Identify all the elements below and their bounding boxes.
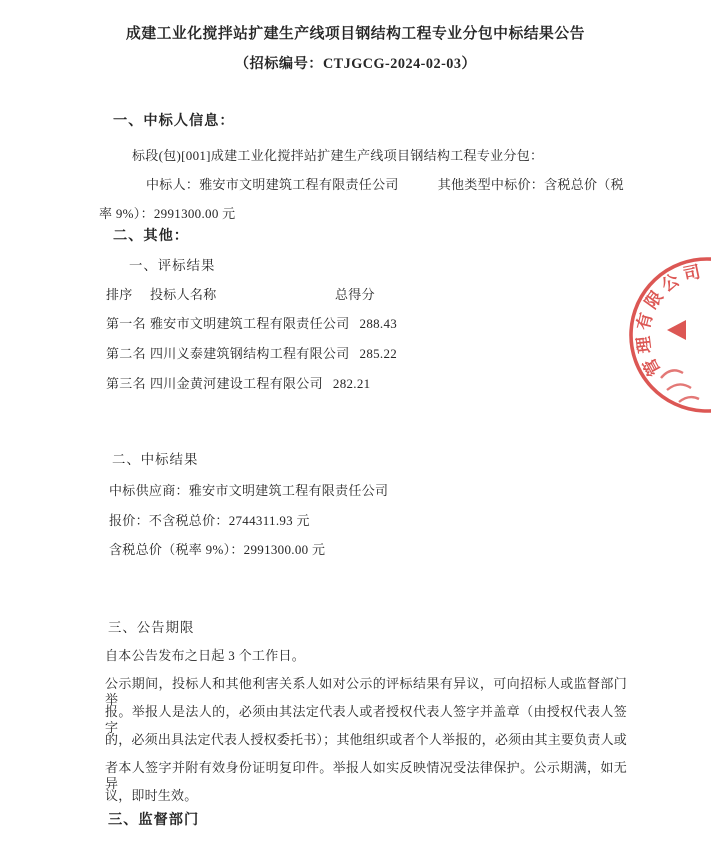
seal-rotated-group bbox=[621, 250, 711, 420]
announcement-body-line: 公示期间，投标人和其他利害关系人如对公示的评标结果有异议，可向招标人或监督部门举 bbox=[105, 676, 627, 707]
rank-cell: 第二名 bbox=[106, 346, 146, 361]
score-cell: 288.43 bbox=[359, 316, 398, 331]
announcement-body-line: 者本人签字并附有效身份证明复印件。举报人如实反映情况受法律保护。公示期满，如无异 bbox=[105, 760, 627, 791]
seal-star-point-icon bbox=[667, 320, 686, 340]
bidder-cell: 四川义泰建筑钢结构工程有限公司 bbox=[150, 346, 350, 361]
table-row bbox=[106, 346, 397, 362]
winner-price-type: 其他类型中标价：含税总价（税 bbox=[437, 177, 624, 192]
winner-line bbox=[146, 177, 624, 193]
seal-partial-glyphs-icon bbox=[661, 370, 699, 402]
col-header-rank: 排序 bbox=[106, 287, 133, 302]
bidder-cell: 四川金黄河建设工程有限公司 bbox=[150, 376, 323, 391]
announcement-body-line: 的，必须出具法定代表人授权委托书）；其他组织或者个人举报的，必须由其主要负责人或 bbox=[105, 732, 627, 747]
award-price-line: 报价：不含税总价：2744311.93 元 bbox=[109, 513, 310, 528]
winner-price-wrap-line: 率 9%）：2991300.00 元 bbox=[99, 206, 236, 221]
score-cell: 282.21 bbox=[332, 376, 371, 391]
table-row bbox=[106, 316, 397, 332]
announcement-body-line: 议，即时生效。 bbox=[105, 788, 198, 803]
award-tax-price-line: 含税总价（税率 9%）：2991300.00 元 bbox=[109, 542, 326, 557]
col-header-bidder: 投标人名称 bbox=[150, 287, 217, 302]
section-heading-other: 二、其他： bbox=[113, 228, 189, 244]
lot-line: 标段(包)[001]成建工业化搅拌站扩建生产线项目钢结构工程专业分包： bbox=[132, 148, 544, 163]
announcement-duration-line: 自本公告发布之日起 3 个工作日。 bbox=[105, 648, 306, 663]
bidder-cell: 雅安市文明建筑工程有限责任公司 bbox=[150, 316, 350, 331]
section-heading-winner-info: 一、中标人信息： bbox=[113, 113, 235, 129]
red-seal-stamp bbox=[621, 250, 711, 420]
rank-cell: 第一名 bbox=[106, 316, 146, 331]
section-heading-supervision: 三、监督部门 bbox=[108, 812, 200, 828]
award-supplier-line: 中标供应商：雅安市文明建筑工程有限责任公司 bbox=[109, 483, 389, 498]
evaluation-table-header bbox=[106, 287, 375, 303]
seal-arc-text: 管理有限公司 bbox=[633, 261, 707, 379]
tender-number: （招标编号：CTJGCG-2024-02-03） bbox=[234, 56, 477, 72]
subsection-heading-award-result: 二、中标结果 bbox=[112, 452, 199, 467]
score-cell: 285.22 bbox=[359, 346, 398, 361]
winner-name: 中标人：雅安市文明建筑工程有限责任公司 bbox=[146, 177, 399, 192]
subsection-heading-announcement-period: 三、公告期限 bbox=[108, 620, 195, 635]
rank-cell: 第三名 bbox=[106, 376, 146, 391]
table-row bbox=[106, 376, 370, 392]
announcement-body-line: 报。举报人是法人的，必须由其法定代表人或者授权代表人签字并盖章（由授权代表人签字 bbox=[105, 704, 627, 735]
subsection-heading-evaluation-result: 一、评标结果 bbox=[129, 258, 216, 273]
col-header-score: 总得分 bbox=[335, 287, 375, 302]
document-title: 成建工业化搅拌站扩建生产线项目钢结构工程专业分包中标结果公告 bbox=[126, 26, 585, 42]
